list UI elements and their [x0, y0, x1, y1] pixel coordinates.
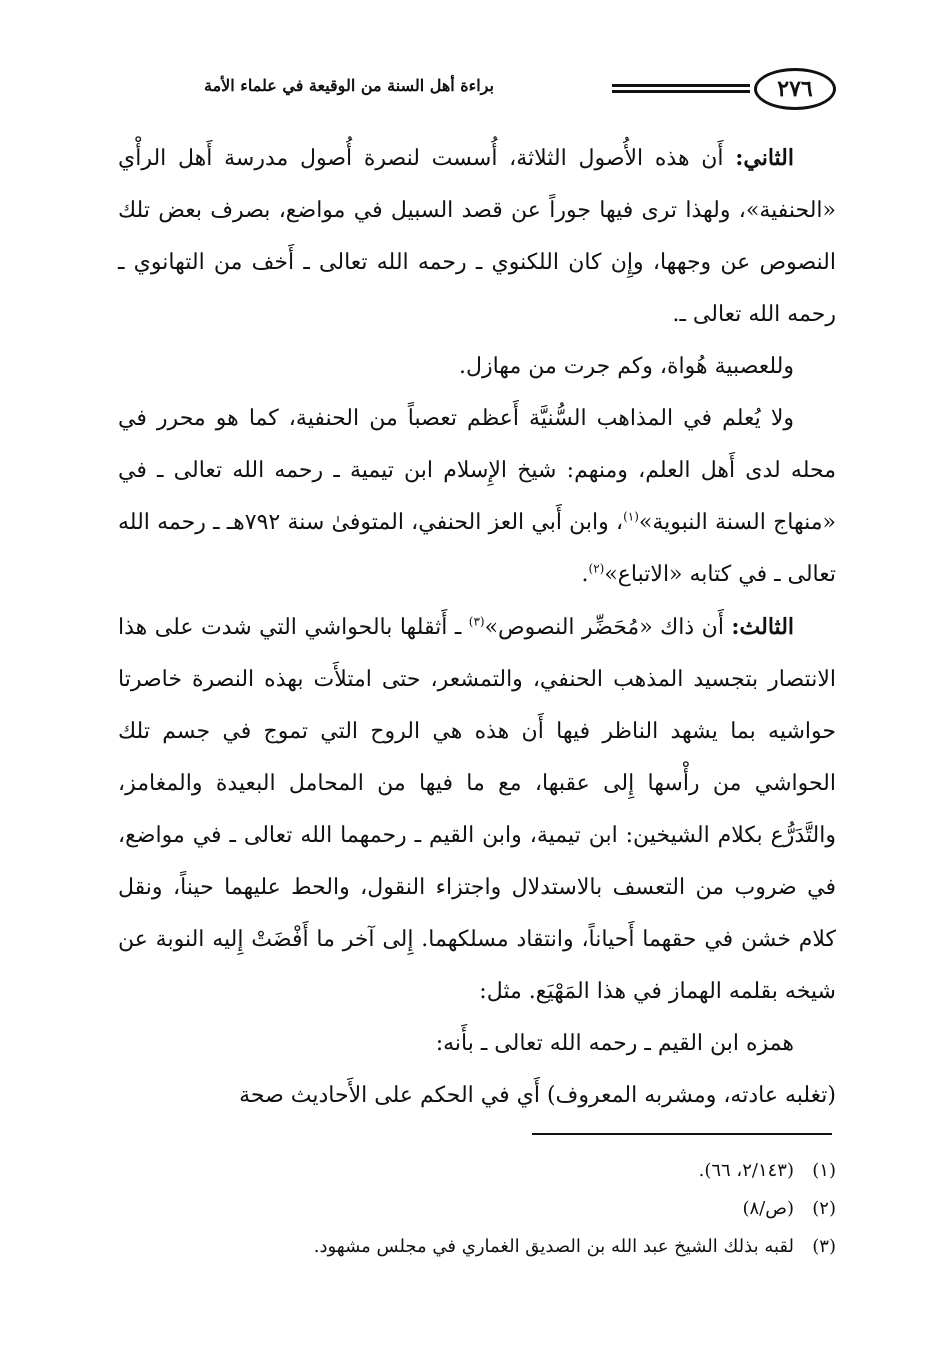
page-number [754, 68, 836, 110]
paragraph-text: أَن هذه الأُصول الثلاثة، أُسست لنصرة أُصول مدرسة أَهل الرأْي «الحنفية»، ولهذا ترى فيها جوراً عن قصد السبيل في مواضع، بصرف بعض تلك النصوص عن وجهها، وإِن كان اللكنوي ـ رحمه الله تعالى ـ أَخف من التهانوي ـ رحمه الله تعالى ـ. [118, 146, 836, 327]
paragraph [118, 393, 836, 601]
paragraph [118, 1018, 836, 1070]
paragraph [118, 601, 836, 1018]
footnote-separator [532, 1133, 832, 1135]
footnote-item [118, 1190, 836, 1228]
paragraph [118, 341, 836, 393]
footnote-ref: (٣) [468, 614, 485, 629]
paragraph [118, 1070, 836, 1122]
footnote-text: (ص/٨) [742, 1198, 794, 1219]
paragraph-text: (تغلبه عادته، ومشربه المعروف) أَي في الحكم على الأَحاديث صحة [239, 1083, 836, 1108]
footnotes [118, 1152, 836, 1266]
footnote-text: (٢/١٤٣، ٦٦). [698, 1160, 794, 1181]
paragraph-text: ـ أَثقلها بالحواشي التي شدت على هذا الانتصار بتجسيد المذهب الحنفي، والتمشعر، حتى امتلأَت بهذه النصرة خاصرتا حواشيه بما يشهد الناظر فيها أَن هذه هي الروح التي تموج في جسم تلك الحواشي من رأْسها إِلى عقبها، مع ما فيها من المحامل البعيدة والمغامز، والتَّدَرُّع بكلام الشيخين: ابن تيمية، وابن القيم ـ رحمهما الله تعالى ـ في مواضع، في ضروب من التعسف بالاستدلال واجتزاء النقول، والحط عليهما حيناً، ونقل كلام خشن في حقهما أَحياناً، وانتقاد مسلكهما. إِلى آخر ما أَفْضَتْ إِليه النوبة عن شيخه بقلمه الهماز في هذا المَهْيَع. مثل: [118, 615, 836, 1004]
paragraph-lead: الثاني: [735, 145, 794, 171]
paragraph-text: أَن ذاك «مُحَضِّر النصوص» [484, 615, 732, 640]
footnote-text: لقبه بذلك الشيخ عبد الله بن الصديق الغماري في مجلس مشهود. [313, 1236, 794, 1257]
paragraph-lead: الثالث: [731, 614, 795, 640]
footnote-ref: (٢) [588, 561, 605, 576]
page-number-text: ٢٧٦ [777, 76, 813, 102]
footnote-number: (٢) [812, 1198, 836, 1219]
footnote-item [118, 1152, 836, 1190]
body-text [118, 132, 836, 1122]
footnote-ref: (١) [623, 509, 639, 524]
paragraph-text: . [581, 562, 589, 587]
paragraph [118, 132, 836, 341]
footnote-number: (١) [812, 1160, 836, 1181]
header-double-rule [612, 84, 750, 93]
running-title: براءة أهل السنة من الوقيعة في علماء الأمة [204, 76, 494, 95]
footnote-number: (٣) [812, 1236, 836, 1257]
paragraph-text: وللعصبية هُواة، وكم جرت من مهازل. [459, 354, 794, 379]
footnote-item [118, 1228, 836, 1266]
paragraph-text: ، وابن أَبي العز الحنفي، المتوفىٰ سنة ٧٩٢هـ ـ رحمه الله تعالى ـ في كتابه «الاتباع» [118, 510, 836, 587]
paragraph-text: ولا يُعلم في المذاهب السُّنيَّة أَعظم تعصباً من الحنفية، كما هو محرر في محله لدى أَهل العلم، ومنهم: شيخ الإِسلام ابن تيمية ـ رحمه الله تعالى ـ في «منهاج السنة النبوية» [118, 406, 836, 535]
page-header [100, 66, 836, 116]
paragraph-text: همزه ابن القيم ـ رحمه الله تعالى ـ بأَنه: [435, 1031, 794, 1056]
